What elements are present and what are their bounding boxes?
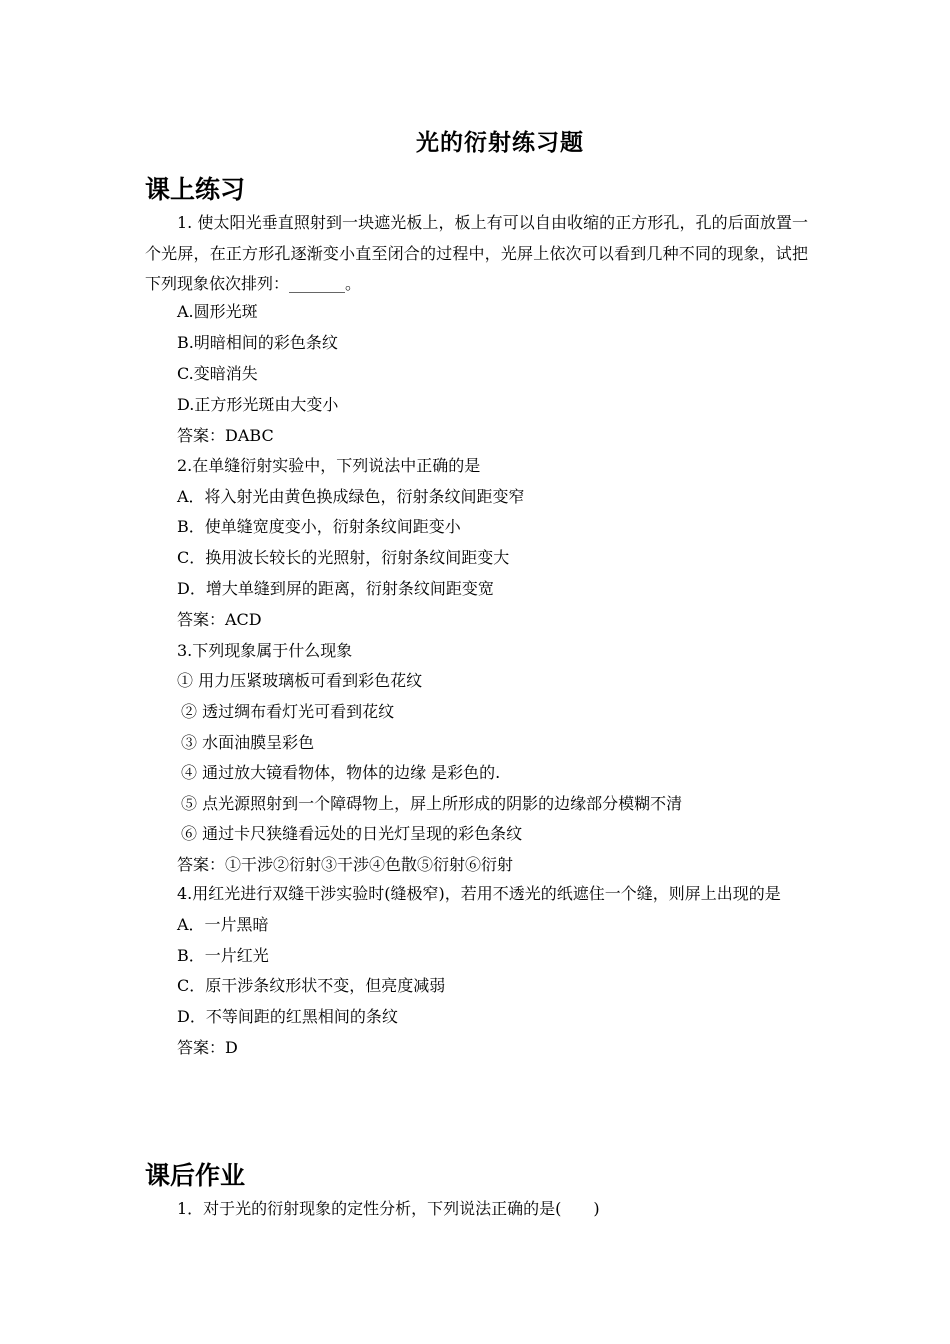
question-3-item-5: ⑤ 点光源照射到一个障碍物上，屏上所形成的阴影的边缘部分模糊不清 <box>181 794 683 813</box>
question-2-option-b: B．使单缝宽度变小，衍射条纹间距变小 <box>177 517 461 536</box>
question-1-stem: 1. 使太阳光垂直照射到一块遮光板上，板上有可以自由收缩的正方形孔，孔的后面放置一个光屏，在正方形孔逐渐变小直至闭合的过程中，光屏上依次可以看到几种不同的现象，试把下列现象依次排列：_______。 <box>145 213 808 293</box>
question-3-item-4: ④ 通过放大镜看物体，物体的边缘 是彩色的. <box>181 763 501 782</box>
question-1-option-d: D.正方形光斑由大变小 <box>177 395 339 414</box>
question-3-item-3: ③ 水面油膜呈彩色 <box>181 733 315 752</box>
question-4-option-c: C．原干涉条纹形状不变，但亮度减弱 <box>177 976 446 995</box>
question-1-option-b: B.明暗相间的彩色条纹 <box>177 333 338 352</box>
question-3-item-1: ① 用力压紧玻璃板可看到彩色花纹 <box>177 671 423 690</box>
question-3-item-6: ⑥ 通过卡尺狭缝看远处的日光灯呈现的彩色条纹 <box>181 824 523 843</box>
question-2-option-a: A．将入射光由黄色换成绿色，衍射条纹间距变窄 <box>177 487 525 506</box>
section-heading-homework: 课后作业 <box>145 1161 246 1190</box>
question-4-option-a: A．一片黑暗 <box>177 915 269 934</box>
question-1-option-c: C.变暗消失 <box>177 364 258 383</box>
question-2-answer: 答案：ACD <box>177 610 262 629</box>
homework-question-1-stem: 1．对于光的衍射现象的定性分析，下列说法正确的是( ) <box>177 1199 600 1218</box>
question-3-stem: 3.下列现象属于什么现象 <box>177 641 353 660</box>
question-4-answer: 答案：D <box>177 1038 238 1057</box>
question-4-stem: 4.用红光进行双缝干涉实验时(缝极窄)，若用不透光的纸遮住一个缝，则屏上出现的是 <box>177 884 781 903</box>
question-2-option-c: C．换用波长较长的光照射，衍射条纹间距变大 <box>177 548 510 567</box>
question-3-item-2: ② 透过绸布看灯光可看到花纹 <box>181 702 395 721</box>
question-1-answer: 答案：DABC <box>177 426 274 445</box>
document-title: 光的衍射练习题 <box>416 129 584 156</box>
section-heading-in-class: 课上练习 <box>145 175 246 204</box>
question-3-answer: 答案：①干涉②衍射③干涉④色散⑤衍射⑥衍射 <box>177 855 514 874</box>
question-4-option-b: B．一片红光 <box>177 946 269 965</box>
question-2-stem: 2.在单缝衍射实验中，下列说法中正确的是 <box>177 456 481 475</box>
question-4-option-d: D．不等间距的红黑相间的条纹 <box>177 1007 398 1026</box>
question-2-option-d: D．增大单缝到屏的距离，衍射条纹间距变宽 <box>177 579 494 598</box>
question-1-option-a: A.圆形光斑 <box>177 302 258 321</box>
